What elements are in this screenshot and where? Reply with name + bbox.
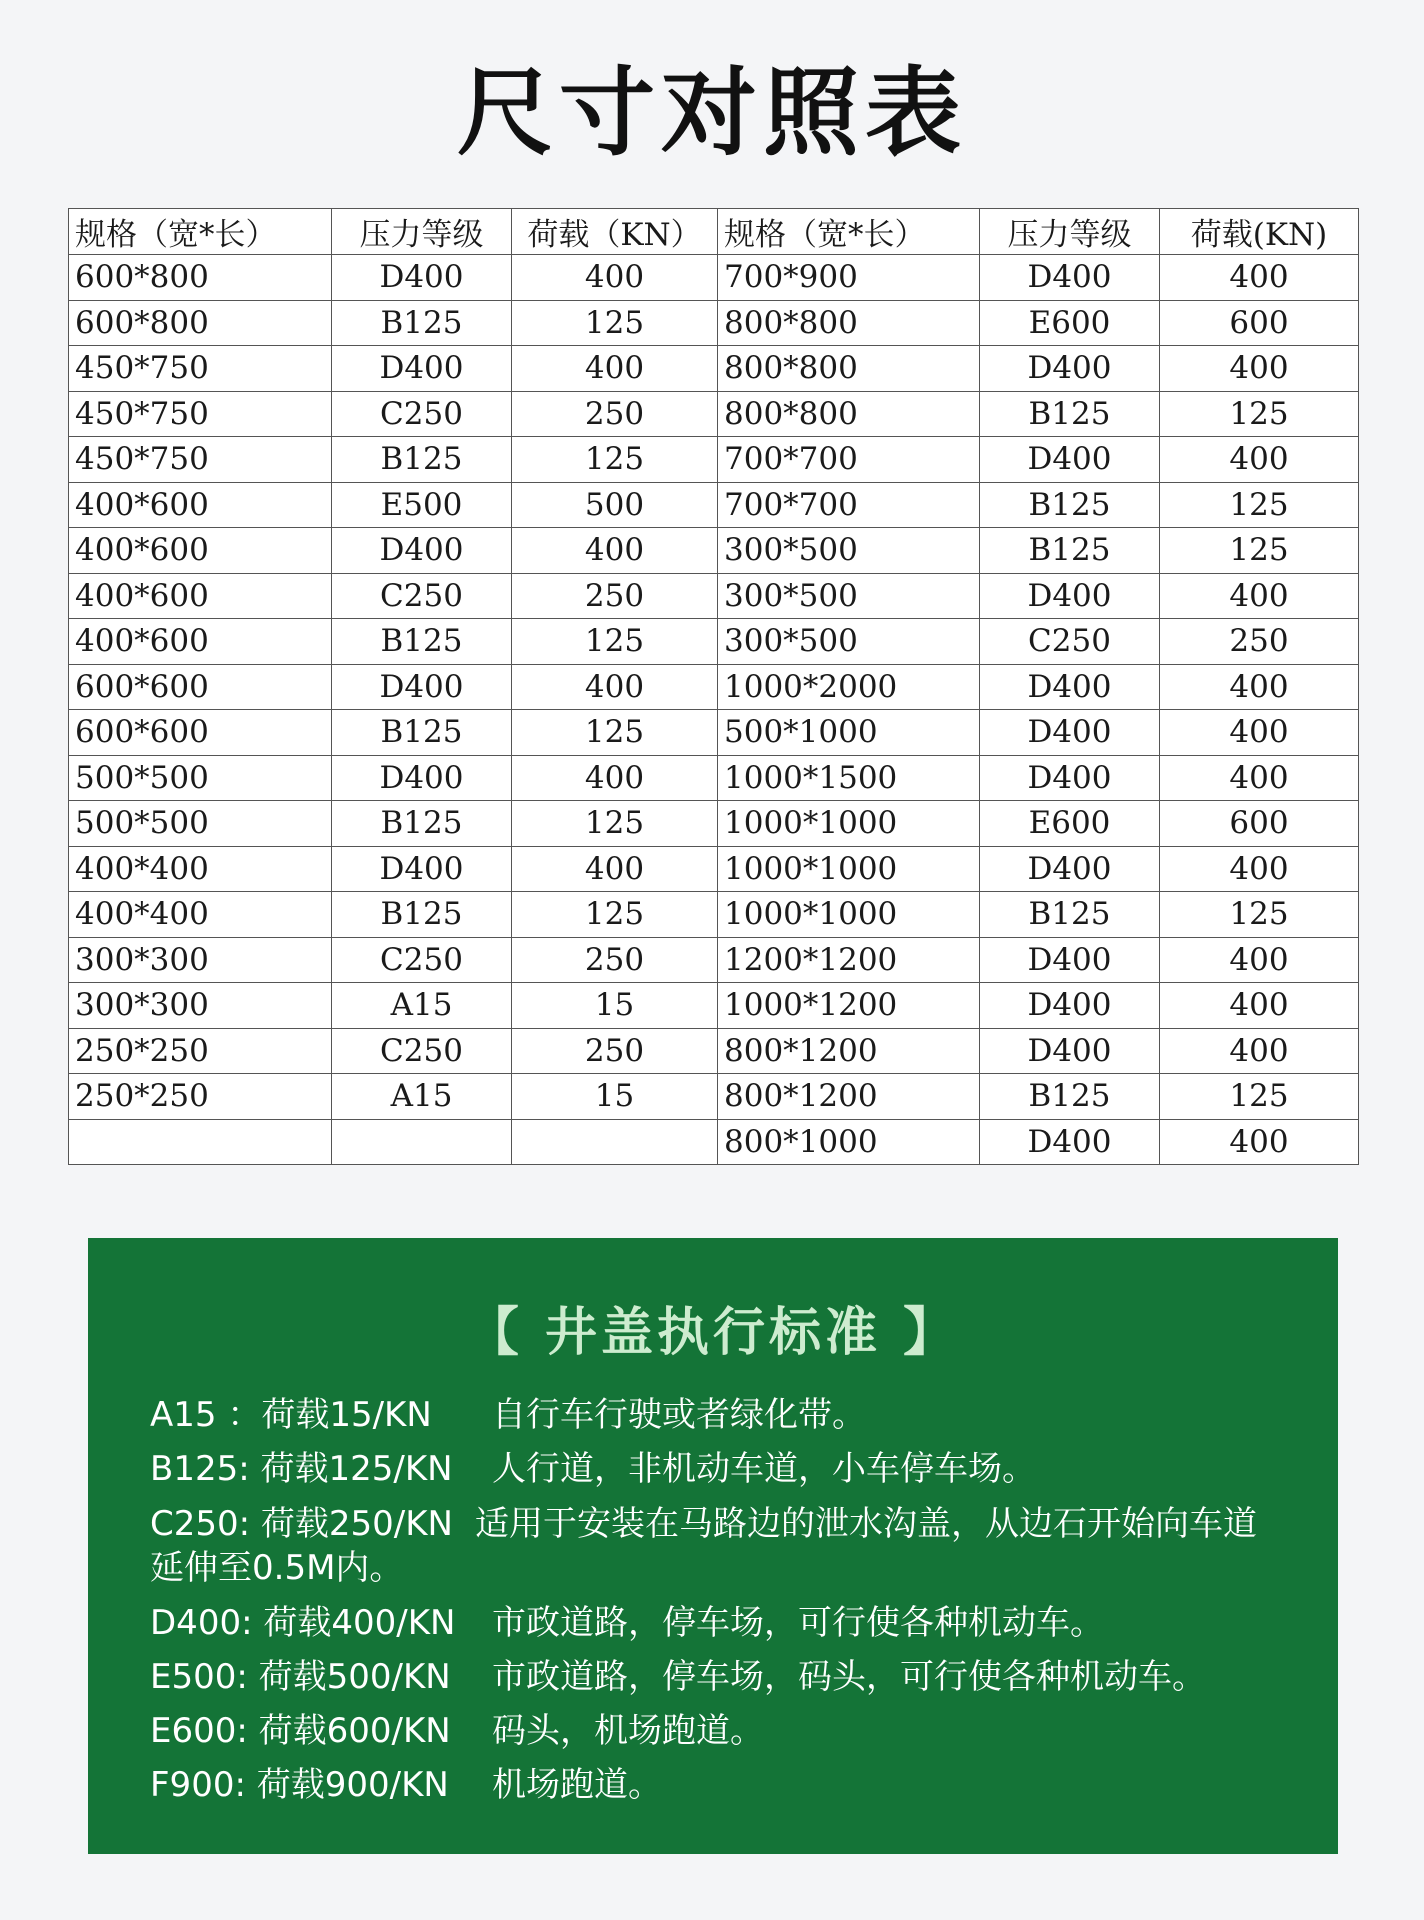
cell-spec-right: 1000*1000 bbox=[718, 892, 980, 938]
cell-pressure-right: B125 bbox=[980, 391, 1160, 437]
cell-load-right: 400 bbox=[1160, 255, 1359, 301]
cell-spec-left: 500*500 bbox=[69, 755, 332, 801]
cell-pressure-right: D400 bbox=[980, 437, 1160, 483]
table-row bbox=[69, 664, 1359, 710]
cell-spec-left: 400*600 bbox=[69, 619, 332, 665]
cell-pressure-right: D400 bbox=[980, 346, 1160, 392]
standard-item bbox=[150, 1650, 1290, 1704]
cell-load-left bbox=[512, 1119, 718, 1165]
standard-description: 适用于安装在马路边的泄水沟盖，从边石开始向车道延伸至0.5M内。 bbox=[150, 1504, 1257, 1588]
header-load-right: 荷载(KN) bbox=[1160, 209, 1359, 255]
cell-spec-right: 300*500 bbox=[718, 528, 980, 574]
cell-spec-right: 800*800 bbox=[718, 300, 980, 346]
cell-load-right: 250 bbox=[1160, 619, 1359, 665]
cell-pressure-left: B125 bbox=[332, 892, 512, 938]
standard-code: E500: 荷载500/KN bbox=[150, 1657, 451, 1697]
cell-load-right: 125 bbox=[1160, 528, 1359, 574]
standard-item bbox=[150, 1388, 1290, 1442]
cell-pressure-right: D400 bbox=[980, 664, 1160, 710]
cell-spec-right: 800*800 bbox=[718, 391, 980, 437]
cell-spec-left: 600*800 bbox=[69, 300, 332, 346]
table-row bbox=[69, 619, 1359, 665]
table-row bbox=[69, 1028, 1359, 1074]
cell-load-left: 125 bbox=[512, 892, 718, 938]
cell-pressure-left: E500 bbox=[332, 482, 512, 528]
cell-spec-left: 400*600 bbox=[69, 573, 332, 619]
cell-spec-left: 450*750 bbox=[69, 391, 332, 437]
cell-load-left: 400 bbox=[512, 664, 718, 710]
cell-spec-left: 300*300 bbox=[69, 937, 332, 983]
cell-load-left: 400 bbox=[512, 346, 718, 392]
cell-load-left: 125 bbox=[512, 801, 718, 847]
cell-pressure-right: E600 bbox=[980, 300, 1160, 346]
cell-load-right: 125 bbox=[1160, 1074, 1359, 1120]
cell-spec-left: 600*600 bbox=[69, 710, 332, 756]
cell-spec-left: 400*400 bbox=[69, 892, 332, 938]
cell-spec-left: 400*600 bbox=[69, 528, 332, 574]
cell-pressure-left bbox=[332, 1119, 512, 1165]
table-row bbox=[69, 1119, 1359, 1165]
cell-pressure-left: A15 bbox=[332, 1074, 512, 1120]
cell-load-right: 400 bbox=[1160, 1028, 1359, 1074]
cell-pressure-left: B125 bbox=[332, 619, 512, 665]
cell-spec-left: 300*300 bbox=[69, 983, 332, 1029]
cell-load-right: 400 bbox=[1160, 437, 1359, 483]
standard-description: 人行道，非机动车道，小车停车场。 bbox=[492, 1449, 1036, 1489]
header-load-left: 荷载（KN） bbox=[512, 209, 718, 255]
cell-load-left: 15 bbox=[512, 983, 718, 1029]
standard-code: A15 ：荷载15/KN bbox=[150, 1395, 432, 1435]
cell-pressure-left: B125 bbox=[332, 801, 512, 847]
cell-load-right: 400 bbox=[1160, 346, 1359, 392]
cell-pressure-right: D400 bbox=[980, 573, 1160, 619]
standard-description: 市政道路，停车场，码头，可行使各种机动车。 bbox=[492, 1657, 1206, 1697]
cell-load-right: 125 bbox=[1160, 482, 1359, 528]
cell-load-left: 400 bbox=[512, 528, 718, 574]
table-row bbox=[69, 391, 1359, 437]
cell-load-right: 400 bbox=[1160, 983, 1359, 1029]
cell-pressure-left: D400 bbox=[332, 755, 512, 801]
header-spec-left: 规格（宽*长） bbox=[69, 209, 332, 255]
standards-title: 【 井盖执行标准 】 bbox=[466, 1303, 960, 1363]
standard-code: B125: 荷载125/KN bbox=[150, 1449, 453, 1489]
cell-pressure-right: B125 bbox=[980, 892, 1160, 938]
cell-load-right: 400 bbox=[1160, 755, 1359, 801]
cell-pressure-right: D400 bbox=[980, 846, 1160, 892]
standard-code: D400: 荷载400/KN bbox=[150, 1603, 456, 1643]
cell-pressure-right: D400 bbox=[980, 937, 1160, 983]
cell-pressure-left: C250 bbox=[332, 937, 512, 983]
table-row bbox=[69, 755, 1359, 801]
cell-spec-right: 700*900 bbox=[718, 255, 980, 301]
cell-load-left: 125 bbox=[512, 300, 718, 346]
cell-spec-right: 800*1000 bbox=[718, 1119, 980, 1165]
cell-spec-right: 1000*2000 bbox=[718, 664, 980, 710]
cell-pressure-right: C250 bbox=[980, 619, 1160, 665]
cell-spec-left: 250*250 bbox=[69, 1074, 332, 1120]
cell-spec-left: 500*500 bbox=[69, 801, 332, 847]
cell-spec-right: 800*800 bbox=[718, 346, 980, 392]
cell-spec-left: 600*800 bbox=[69, 255, 332, 301]
table-row bbox=[69, 846, 1359, 892]
standard-description: 自行车行驶或者绿化带。 bbox=[492, 1395, 866, 1435]
cell-pressure-right: D400 bbox=[980, 255, 1160, 301]
cell-load-right: 600 bbox=[1160, 300, 1359, 346]
standard-item bbox=[150, 1704, 1290, 1758]
cell-pressure-left: D400 bbox=[332, 255, 512, 301]
standard-code: F900: 荷载900/KN bbox=[150, 1765, 449, 1805]
table-row bbox=[69, 528, 1359, 574]
table-row bbox=[69, 573, 1359, 619]
standard-code: C250: 荷载250/KN bbox=[150, 1504, 453, 1544]
cell-load-left: 250 bbox=[512, 1028, 718, 1074]
cell-spec-left: 450*750 bbox=[69, 346, 332, 392]
cell-pressure-left: C250 bbox=[332, 573, 512, 619]
cell-pressure-right: D400 bbox=[980, 755, 1160, 801]
cell-pressure-right: B125 bbox=[980, 1074, 1160, 1120]
page-title: 尺寸对照表 bbox=[457, 57, 967, 169]
standards-panel bbox=[88, 1238, 1338, 1854]
cell-spec-left bbox=[69, 1119, 332, 1165]
cell-spec-left: 250*250 bbox=[69, 1028, 332, 1074]
cell-spec-right: 1000*1000 bbox=[718, 846, 980, 892]
cell-pressure-right: D400 bbox=[980, 1119, 1160, 1165]
table-row bbox=[69, 437, 1359, 483]
cell-pressure-right: B125 bbox=[980, 528, 1160, 574]
cell-pressure-left: D400 bbox=[332, 528, 512, 574]
cell-spec-right: 1000*1000 bbox=[718, 801, 980, 847]
cell-load-left: 125 bbox=[512, 437, 718, 483]
cell-spec-right: 1000*1200 bbox=[718, 983, 980, 1029]
standard-description: 码头，机场跑道。 bbox=[492, 1711, 764, 1751]
cell-spec-right: 300*500 bbox=[718, 619, 980, 665]
standard-item bbox=[150, 1442, 1290, 1496]
cell-spec-right: 800*1200 bbox=[718, 1028, 980, 1074]
cell-load-right: 600 bbox=[1160, 801, 1359, 847]
cell-load-left: 125 bbox=[512, 710, 718, 756]
cell-pressure-left: B125 bbox=[332, 437, 512, 483]
cell-pressure-right: B125 bbox=[980, 482, 1160, 528]
cell-pressure-left: D400 bbox=[332, 846, 512, 892]
cell-pressure-left: D400 bbox=[332, 346, 512, 392]
cell-load-left: 400 bbox=[512, 846, 718, 892]
standard-code: E600: 荷载600/KN bbox=[150, 1711, 451, 1751]
table-row bbox=[69, 892, 1359, 938]
standard-item bbox=[150, 1502, 1290, 1590]
cell-load-right: 125 bbox=[1160, 391, 1359, 437]
standard-description: 机场跑道。 bbox=[492, 1765, 662, 1805]
cell-spec-right: 1200*1200 bbox=[718, 937, 980, 983]
cell-load-left: 400 bbox=[512, 755, 718, 801]
table-row bbox=[69, 300, 1359, 346]
cell-pressure-left: C250 bbox=[332, 391, 512, 437]
cell-load-left: 250 bbox=[512, 573, 718, 619]
cell-pressure-left: B125 bbox=[332, 710, 512, 756]
table-row bbox=[69, 983, 1359, 1029]
cell-spec-left: 450*750 bbox=[69, 437, 332, 483]
cell-pressure-left: C250 bbox=[332, 1028, 512, 1074]
cell-load-left: 125 bbox=[512, 619, 718, 665]
cell-load-right: 400 bbox=[1160, 710, 1359, 756]
cell-pressure-right: D400 bbox=[980, 1028, 1160, 1074]
table-row bbox=[69, 937, 1359, 983]
cell-spec-right: 700*700 bbox=[718, 482, 980, 528]
header-spec-right: 规格（宽*长） bbox=[718, 209, 980, 255]
cell-load-left: 250 bbox=[512, 391, 718, 437]
cell-load-left: 500 bbox=[512, 482, 718, 528]
cell-spec-right: 1000*1500 bbox=[718, 755, 980, 801]
cell-pressure-right: E600 bbox=[980, 801, 1160, 847]
cell-load-right: 400 bbox=[1160, 664, 1359, 710]
standard-item bbox=[150, 1758, 1290, 1812]
cell-load-right: 400 bbox=[1160, 937, 1359, 983]
cell-pressure-left: B125 bbox=[332, 300, 512, 346]
cell-load-left: 400 bbox=[512, 255, 718, 301]
table-row bbox=[69, 710, 1359, 756]
cell-spec-left: 600*600 bbox=[69, 664, 332, 710]
cell-spec-right: 500*1000 bbox=[718, 710, 980, 756]
cell-load-right: 125 bbox=[1160, 892, 1359, 938]
cell-spec-left: 400*600 bbox=[69, 482, 332, 528]
standard-item bbox=[150, 1596, 1290, 1650]
cell-load-left: 15 bbox=[512, 1074, 718, 1120]
standard-description: 市政道路，停车场，可行使各种机动车。 bbox=[492, 1603, 1104, 1643]
cell-spec-left: 400*400 bbox=[69, 846, 332, 892]
cell-spec-right: 700*700 bbox=[718, 437, 980, 483]
header-pressure-right: 压力等级 bbox=[980, 209, 1160, 255]
table-body bbox=[69, 255, 1359, 1165]
size-table-container bbox=[68, 208, 1358, 1165]
cell-pressure-left: D400 bbox=[332, 664, 512, 710]
cell-pressure-right: D400 bbox=[980, 710, 1160, 756]
cell-load-left: 250 bbox=[512, 937, 718, 983]
standards-list bbox=[150, 1388, 1290, 1812]
table-row bbox=[69, 482, 1359, 528]
cell-load-right: 400 bbox=[1160, 846, 1359, 892]
table-row bbox=[69, 255, 1359, 301]
cell-pressure-left: A15 bbox=[332, 983, 512, 1029]
table-row bbox=[69, 1074, 1359, 1120]
header-pressure-left: 压力等级 bbox=[332, 209, 512, 255]
cell-spec-right: 800*1200 bbox=[718, 1074, 980, 1120]
cell-load-right: 400 bbox=[1160, 1119, 1359, 1165]
table-row bbox=[69, 801, 1359, 847]
size-comparison-table bbox=[68, 208, 1359, 1165]
cell-pressure-right: D400 bbox=[980, 983, 1160, 1029]
table-header-row bbox=[69, 209, 1359, 255]
table-row bbox=[69, 346, 1359, 392]
cell-load-right: 400 bbox=[1160, 573, 1359, 619]
cell-spec-right: 300*500 bbox=[718, 573, 980, 619]
